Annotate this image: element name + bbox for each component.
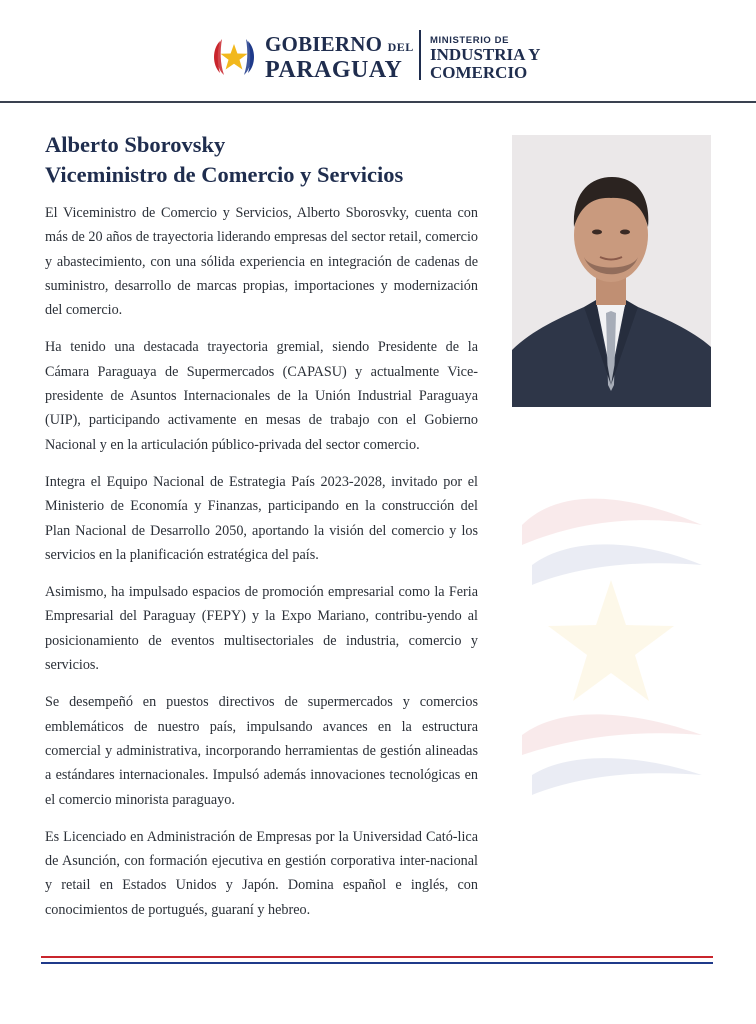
bio-paragraph: Se desempeñó en puestos directivos de supermercados y comercios emblemáticos de nuestro país, impulsando avances en la estructura comercial y administrativa, incorporando herramientas de gestión alineadas a estándares internacionales. Impulsó además innovaciones tecnológicas en el comercio minorista paraguayo.: [45, 694, 478, 808]
footer-blue-stripe: [41, 962, 713, 964]
bio-text: [45, 201, 478, 935]
profile-photo: [512, 135, 711, 407]
ministry-line1: MINISTERIO DE: [430, 35, 510, 46]
logo-divider: [419, 30, 421, 80]
background-emblem-watermark: [512, 485, 711, 815]
bio-paragraph: Ha tenido una destacada trayectoria gremial, siendo Presidente de la Cámara Paraguaya de Supermercados (CAPASU) y actualmente Vice-presidente de Asuntos Internacionales de la Unión Industrial Paraguaya (UIP), participando activamente en mesas de trabajo con el Gobierno Nacional y en la articulación público-privada del sector comercio.: [45, 339, 478, 453]
ministry-name: [430, 35, 540, 81]
bio-paragraph: El Viceministro de Comercio y Servicios, Alberto Sborosvky, cuenta con más de 20 años de trayectoria liderando empresas del sector retail, comercio y abastecimiento, con una sólida experiencia en integración de cadenas de suministro, desarrollo de marcas propias, importaciones y modernización del comercio.: [45, 205, 478, 319]
gov-del: DEL: [387, 40, 414, 54]
profile-role: Viceministro de Comercio y Servicios: [45, 162, 404, 187]
government-name: [265, 34, 414, 82]
header-divider: [0, 101, 756, 103]
watermark-star-icon: [512, 485, 711, 815]
profile-name: Alberto Sborovsky: [45, 132, 226, 157]
ministry-line3: COMERCIO: [430, 63, 528, 82]
gov-line1: GOBIERNO: [265, 32, 383, 56]
paraguay-star-emblem-icon: [210, 33, 258, 81]
bio-paragraph: Es Licenciado en Administración de Empresas por la Universidad Cató-lica de Asunción, con formación ejecutiva en gestión corporativa inter-nacional y retail en Estados Unidos y Japón. Domina español e inglés, con conocimientos de portugués, guaraní y hebreo.: [45, 828, 478, 918]
bio-paragraph: Integra el Equipo Nacional de Estrategia País 2023-2028, invitado por el Ministerio de Economía y Finanzas, participando en la construcción del Plan Nacional de Desarrollo 2050, aportando la visión del comercio y los servicios en la planificación estratégica del país.: [45, 473, 478, 563]
page-header: [0, 0, 756, 102]
ministry-line2: INDUSTRIA Y: [430, 45, 541, 64]
bio-paragraph: Asimismo, ha impulsado espacios de promoción empresarial como la Feria Empresarial del Paraguay (FEPY) y la Expo Mariano, contribu-yendo al posicionamiento de eventos multisectoriales de industria, comercio y servicios.: [45, 584, 478, 674]
portrait-illustration: [512, 135, 711, 407]
gov-line2: PARAGUAY: [265, 57, 403, 83]
footer-red-stripe: [41, 956, 713, 958]
profile-heading: [45, 130, 403, 190]
